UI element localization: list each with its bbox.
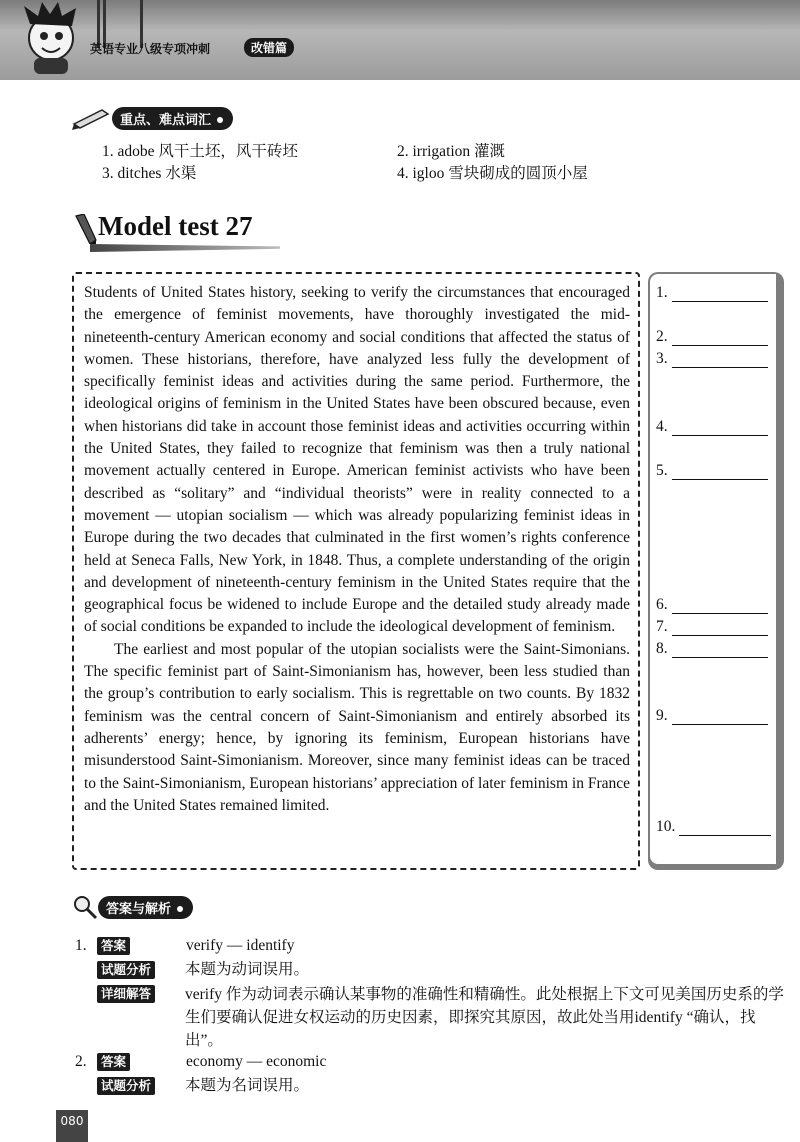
answer-blank[interactable]: 1. [656, 284, 768, 302]
header-title: 英语专业八级专项冲刺 [90, 42, 211, 56]
passage-paragraph: Students of United States history, seeking to verify the circumstances that encouraged the emergence of feminist movements, have thoroughly investigated the mid-nineteenth-century American economy and social conditions that affected the status of women. These historians, therefore, have analyzed less fully the development of specifically feminist ideas and activities during the same period. Furthermore, the ideological origins of feminism in the United States have been obscured because, even when historians did take in account those feminist ideas and activities occurring within the United States, they failed to recognize that feminism was then a truly national movement actually centered in Europe. American feminist activists who have been described as “solitary” and “individual theorists” were in reality connected to a movement — utopian socialism — which was already popularizing feminist ideas in Europe during the two decades that culminated in the first women’s rights conference held at Seneca Falls, New York, in 1848. Thus, a complete understanding of the origin and development of nineteenth-century feminism in the United States require that the geographical focus be widened to include Europe and the detailed study already made of social conditions be expanded to include the ideological development of feminism. [84, 284, 630, 636]
answer-blank[interactable]: 6. [656, 596, 768, 614]
solution-analysis: 本题为名词误用。 [185, 1077, 310, 1094]
header-band-top [0, 0, 800, 30]
solution-analysis: 本题为动词误用。 [185, 961, 310, 978]
answer-blank[interactable]: 5. [656, 462, 768, 480]
pen-icon [72, 106, 112, 130]
answer-blank[interactable]: 7. [656, 618, 768, 636]
solution-detail: verify 作为动词表示确认某事物的准确性和精确性。此处根据上下文可见美国历史系的学生们要确认促进女权运动的历史因素，即探究其原因，故此处当用identify “确认，找出”。 [185, 986, 784, 1049]
answer-blank[interactable]: 3. [656, 350, 768, 368]
page-number: 080 [56, 1110, 88, 1142]
vocab-heading [72, 106, 233, 130]
answer-blank[interactable]: 9. [656, 707, 768, 725]
solution-number: 2. [75, 1053, 87, 1070]
answers-heading-label: 答案与解析 [106, 901, 172, 917]
solution-answer: verify — identify [186, 937, 295, 954]
magnifier-icon [72, 894, 98, 920]
vocab-item: 4. igloo 雪块砌成的圆顶小屋 [397, 165, 588, 182]
solution-answer: economy — economic [186, 1053, 327, 1070]
vocab-heading-label: 重点、难点词汇 [120, 112, 212, 128]
vocab-item: 1. adobe 风干土坯，风干砖坯 [102, 143, 298, 160]
vocab-item: 3. ditches 水渠 [102, 165, 197, 182]
detail-tag: 详细解答 [97, 983, 155, 1005]
model-test-title: Model test 27 [98, 211, 253, 241]
answer-blank[interactable]: 4. [656, 418, 768, 436]
answer-blank[interactable]: 8. [656, 640, 768, 658]
answer-blank[interactable]: 10. [656, 818, 771, 836]
answer-blank[interactable]: 2. [656, 328, 768, 346]
pencil-icon [72, 214, 98, 244]
answer-tag: 答案 [97, 935, 130, 957]
header-badge: 改错篇 [244, 38, 294, 57]
title-underline [90, 244, 280, 252]
vocab-item: 2. irrigation 灌溉 [397, 143, 506, 160]
analysis-tag: 试题分析 [97, 1075, 155, 1097]
mascot-icon [14, 2, 88, 76]
solution-number: 1. [75, 937, 87, 954]
answer-tag: 答案 [97, 1051, 130, 1073]
passage [84, 282, 630, 817]
analysis-tag: 试题分析 [97, 959, 155, 981]
answers-heading [72, 894, 193, 920]
passage-paragraph: The earliest and most popular of the utopian socialists were the Saint-Simonians. The specific feminist part of Saint-Simonianism has, however, been less studied than the group’s contribution to early socialism. This is regrettable on two counts. By 1832 feminism was the central concern of Saint-Simonianism and entirely absorbed its adherents’ energy; hence, by ignoring its feminism, European historians have misunderstood Saint-Simonianism. Moreover, since many feminist ideas can be traced to the Saint-Simonianism, European historians’ appreciation of later feminism in France and the United States remained limited. [84, 640, 630, 814]
